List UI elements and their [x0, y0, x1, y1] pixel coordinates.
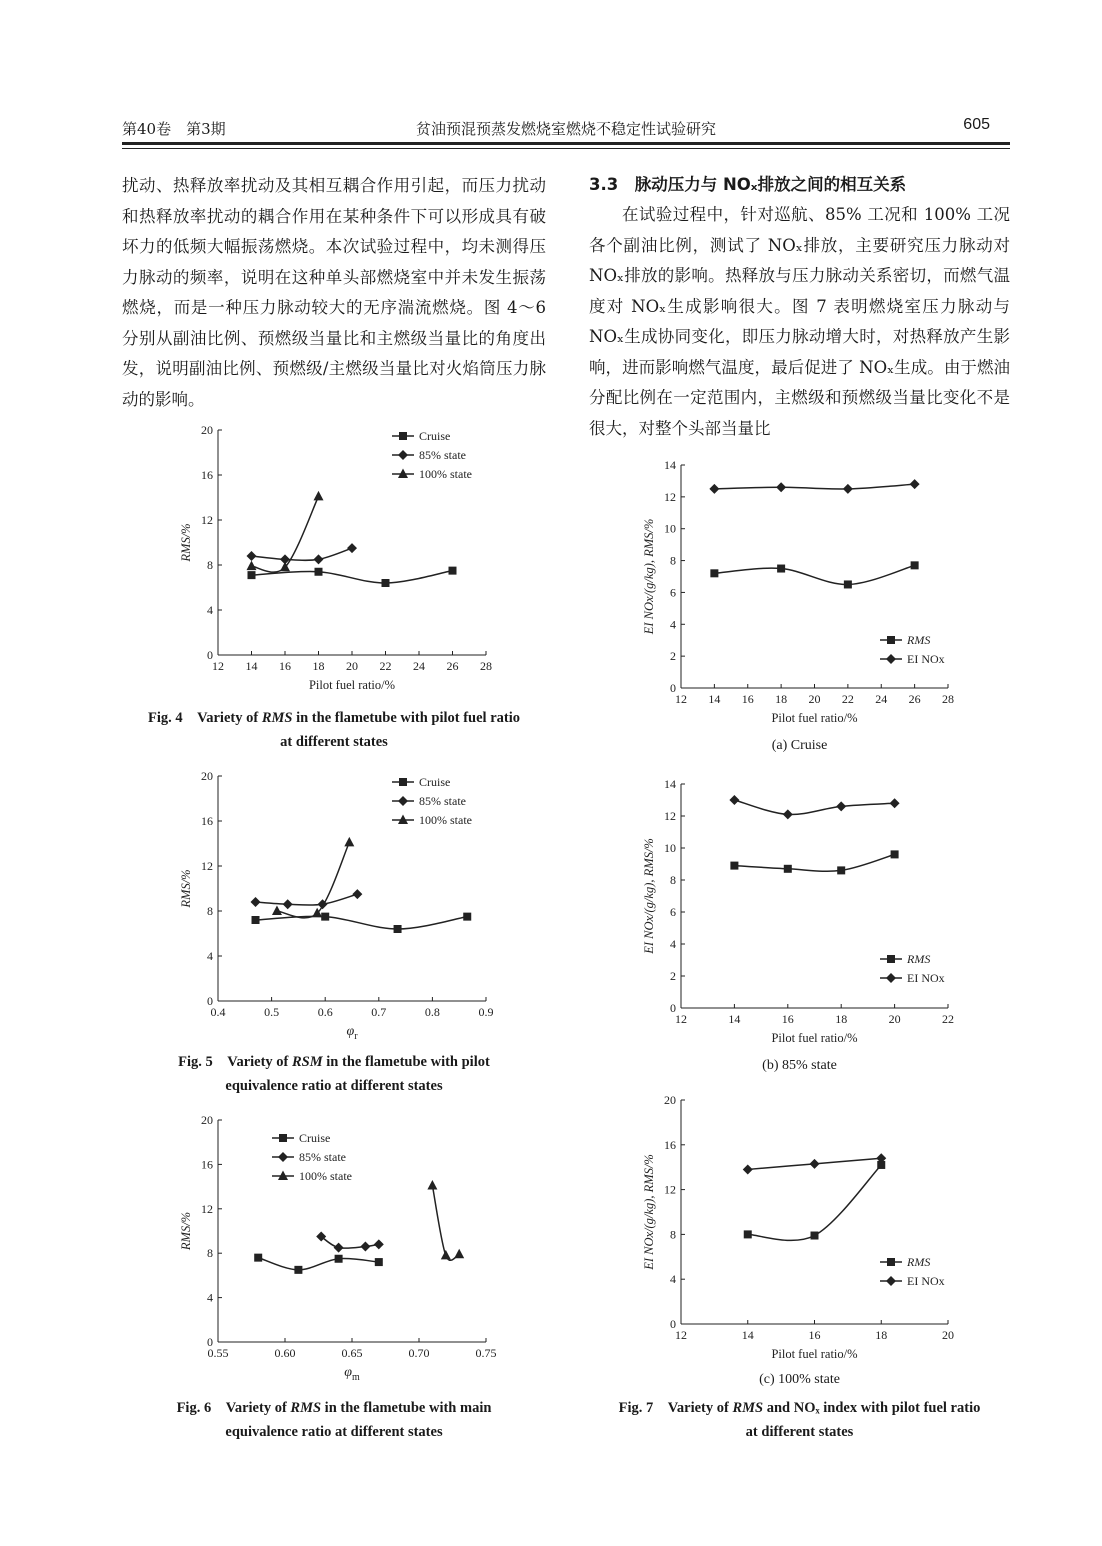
x-tick-label: 12 — [675, 1328, 687, 1342]
data-point-square — [279, 1134, 287, 1142]
y-axis-label: RMS/% — [179, 523, 193, 562]
caption-line: Fig. 6 Variety of RMS in the flametube with main — [176, 1400, 492, 1416]
caption-line: equivalence ratio at different states — [225, 1078, 443, 1094]
caption-line: at different states — [280, 734, 388, 750]
caption-line: equivalence ratio at different states — [225, 1424, 443, 1440]
caption-line: Fig. 7 Variety of RMS and NOₓ index with pilot fuel ratio — [618, 1400, 981, 1416]
data-point-square — [891, 850, 899, 858]
y-tick-label: 8 — [670, 553, 676, 568]
x-tick-label: 20 — [888, 1012, 901, 1026]
x-tick-label: 28 — [480, 659, 492, 673]
y-tick-label: 20 — [201, 769, 213, 783]
data-point-diamond — [810, 1159, 820, 1169]
running-title: 贫油预混预蒸发燃烧室燃烧不稳定性试验研究 — [415, 120, 716, 138]
data-point-diamond — [836, 801, 846, 811]
series-line-85-state — [256, 894, 358, 905]
data-point-diamond — [398, 450, 408, 460]
y-tick-label: 0 — [207, 648, 213, 662]
data-point-square — [294, 1266, 302, 1274]
data-point-diamond — [314, 554, 324, 564]
x-tick-label: 24 — [875, 692, 888, 706]
data-point-square — [463, 913, 471, 921]
y-tick-label: 4 — [207, 603, 213, 617]
series-line-cruise — [252, 571, 453, 583]
x-tick-label: 26 — [908, 692, 921, 706]
data-point-triangle — [454, 1249, 464, 1259]
y-tick-label: 20 — [201, 423, 213, 437]
subcaption-b: (b) 85% state — [762, 1058, 837, 1073]
data-point-triangle — [247, 561, 257, 571]
data-point-diamond — [334, 1243, 344, 1253]
series-line-ei-nox — [734, 800, 894, 815]
x-tick-label: 16 — [741, 692, 754, 706]
y-tick-label: 20 — [201, 1113, 213, 1127]
data-point-diamond — [776, 482, 786, 492]
y-tick-label: 8 — [670, 1227, 676, 1242]
x-tick-label: 18 — [775, 692, 788, 706]
legend-label: EI NOx — [907, 1274, 945, 1288]
running-header — [122, 114, 1010, 140]
data-point-square — [254, 1254, 262, 1262]
y-tick-label: 2 — [670, 649, 676, 664]
data-point-square — [744, 1230, 752, 1238]
x-tick-label: 0.60 — [274, 1346, 296, 1360]
data-point-triangle — [427, 1180, 437, 1190]
data-point-diamond — [347, 543, 357, 553]
x-tick-label: 14 — [708, 692, 721, 706]
legend-label: RMS — [907, 952, 931, 966]
legend-label: 100% state — [299, 1169, 352, 1183]
y-tick-label: 16 — [201, 814, 213, 828]
y-tick-label: 8 — [670, 873, 676, 887]
data-point-square — [784, 865, 792, 873]
figure-caption-fig5 — [122, 1050, 546, 1098]
data-point-diamond — [247, 551, 257, 561]
y-tick-label: 16 — [201, 468, 213, 482]
legend-label: 85% state — [419, 794, 466, 808]
y-tick-label: 4 — [670, 1272, 676, 1287]
data-point-square — [844, 580, 852, 588]
x-tick-label: 16 — [279, 659, 291, 673]
chart-fig7a — [628, 458, 968, 728]
figure-caption-fig4 — [122, 706, 546, 754]
data-point-triangle — [272, 906, 282, 916]
y-tick-label: 0 — [670, 681, 676, 695]
data-point-square — [777, 565, 785, 573]
y-axis-label: EI NOx/(g/kg), RMS/% — [642, 838, 656, 954]
data-point-diamond — [283, 899, 293, 909]
x-tick-label: 24 — [413, 659, 425, 673]
series-line-85-state — [252, 548, 353, 560]
x-tick-label: 12 — [675, 1012, 687, 1026]
data-point-square — [887, 955, 895, 963]
subcaption-c: (c) 100% state — [759, 1372, 840, 1387]
x-tick-label: 20 — [346, 659, 358, 673]
x-tick-label: 18 — [875, 1328, 888, 1342]
y-tick-label: 0 — [207, 1335, 213, 1349]
data-point-square — [315, 568, 323, 576]
y-tick-label: 6 — [670, 585, 676, 600]
legend-label: Cruise — [299, 1131, 331, 1145]
paragraph-text: 扰动、热释放率扰动及其相互耦合作用引起，而压力扰动和热释放率扰动的耦合作用在某种条件下可以形成具有破坏力的低频大幅振荡燃烧。本次试验过程中，均未测得压力脉动的频率，说明在这种单头部燃烧室中并未发生振荡燃烧，而是一种压力脉动较大的无序湍流燃烧。图 4～6 分别从副油比例、预燃级当量比和主燃级当量比的角度出发，说明副油比例、预燃级/主燃级当量比对火焰筒压力脉动的影响。 — [122, 176, 546, 409]
data-point-diamond — [886, 654, 896, 664]
y-tick-label: 6 — [670, 905, 676, 919]
legend-label: Cruise — [419, 775, 451, 789]
y-axis-label: EI NOx/(g/kg), RMS/% — [642, 1154, 656, 1270]
y-tick-label: 0 — [670, 1317, 676, 1331]
y-tick-label: 12 — [664, 809, 676, 823]
x-tick-label: 0.55 — [207, 1346, 229, 1360]
y-tick-label: 8 — [207, 558, 213, 572]
legend-label: RMS — [907, 1255, 931, 1269]
legend-label: RMS — [907, 633, 931, 647]
y-tick-label: 0 — [670, 1001, 676, 1015]
y-tick-label: 4 — [207, 1290, 213, 1305]
x-tick-label: 28 — [942, 692, 954, 706]
data-point-square — [811, 1232, 819, 1240]
x-tick-label: 12 — [212, 659, 224, 673]
caption-line: Fig. 4 Variety of RMS in the flametube with pilot fuel ratio — [147, 710, 521, 726]
x-axis-label: Pilot fuel ratio/% — [771, 1031, 858, 1045]
figure-caption-fig6 — [122, 1396, 546, 1444]
data-point-square — [248, 571, 256, 579]
data-point-square — [911, 561, 919, 569]
data-point-diamond — [278, 1152, 288, 1162]
y-tick-label: 12 — [201, 1201, 213, 1216]
x-tick-label: 0.5 — [264, 1005, 280, 1019]
y-tick-label: 8 — [207, 1246, 213, 1261]
x-tick-label: 14 — [741, 1328, 754, 1342]
chart-fig6 — [160, 1112, 520, 1392]
legend-label: 85% state — [299, 1150, 346, 1164]
data-point-square — [252, 916, 260, 924]
y-tick-label: 4 — [670, 937, 676, 951]
x-axis-label: $\varphi_r$ — [346, 1024, 358, 1042]
data-point-triangle — [344, 837, 354, 847]
data-point-square — [399, 778, 407, 786]
data-point-square — [321, 913, 329, 921]
series-line-cruise — [258, 1258, 379, 1270]
y-tick-label: 10 — [664, 841, 676, 855]
data-point-square — [887, 1258, 895, 1266]
journal-volume: 第40卷 第3期 — [122, 120, 226, 138]
data-point-diamond — [709, 484, 719, 494]
chart-fig7c — [628, 1090, 968, 1365]
data-point-diamond — [886, 1276, 896, 1286]
data-point-square — [382, 579, 390, 587]
data-point-diamond — [910, 479, 920, 489]
data-point-square — [730, 862, 738, 870]
x-tick-label: 12 — [675, 692, 687, 706]
section-heading: 3.3 脉动压力与 NOₓ排放之间的相互关系 — [589, 175, 907, 194]
series-line-rms — [748, 1165, 882, 1240]
data-point-diamond — [398, 796, 408, 806]
data-point-diamond — [374, 1239, 384, 1249]
x-tick-label: 0.4 — [210, 1005, 226, 1019]
data-point-triangle — [441, 1250, 451, 1260]
y-tick-label: 12 — [201, 859, 213, 873]
data-point-diamond — [890, 798, 900, 808]
y-tick-label: 16 — [664, 1137, 676, 1152]
x-tick-label: 18 — [835, 1012, 848, 1026]
data-point-diamond — [352, 889, 362, 899]
y-tick-label: 8 — [207, 904, 213, 918]
x-tick-label: 0.65 — [341, 1346, 363, 1360]
x-tick-label: 22 — [379, 659, 392, 673]
left-column-paragraph — [122, 171, 546, 415]
y-tick-label: 0 — [207, 994, 213, 1008]
data-point-square — [335, 1255, 343, 1263]
caption-line: at different states — [745, 1424, 854, 1440]
y-tick-label: 12 — [664, 489, 676, 504]
y-tick-label: 16 — [201, 1157, 213, 1172]
x-tick-label: 22 — [841, 692, 854, 706]
data-point-triangle — [314, 491, 324, 501]
legend-label: 85% state — [419, 448, 466, 462]
x-tick-label: 0.8 — [424, 1005, 440, 1019]
y-tick-label: 4 — [207, 949, 213, 963]
series-line-cruise — [256, 916, 468, 929]
y-axis-label: RMS/% — [179, 869, 193, 908]
x-axis-label: Pilot fuel ratio/% — [771, 711, 858, 725]
y-axis-label: RMS/% — [179, 1211, 193, 1251]
y-tick-label: 12 — [664, 1182, 676, 1197]
y-tick-label: 20 — [664, 1093, 676, 1107]
paragraph-text: 在试验过程中，针对巡航、85% 工况和 100% 工况各个副油比例，测试了 NOₓ排放，主要研究压力脉动对 NOₓ排放的影响。热释放与压力脉动关系密切，而燃气温度对 NOₓ生成影响很大。图 7 表明燃烧室压力脉动与 NOₓ生成协同变化，即压力脉动增大时，对热释放产生影响，进而影响燃气温度，最后促进了 NOₓ生成。由于燃油分配比例在一定范围内，主燃级和预燃级当量比变化不是很大，对整个头部当量比 — [589, 205, 1010, 438]
chart-fig4 — [160, 422, 520, 702]
data-point-square — [837, 866, 845, 874]
data-point-diamond — [843, 484, 853, 494]
data-point-diamond — [360, 1242, 370, 1252]
data-point-square — [375, 1258, 383, 1266]
legend-label: 100% state — [419, 467, 472, 481]
x-tick-label: 18 — [312, 659, 325, 673]
data-point-square — [887, 636, 895, 644]
page-number: 605 — [963, 116, 990, 133]
data-point-diamond — [743, 1164, 753, 1174]
series-line-ei-nox — [714, 484, 914, 489]
chart-fig7b — [628, 774, 968, 1049]
legend-label: EI NOx — [907, 652, 945, 666]
x-tick-label: 0.70 — [408, 1346, 430, 1360]
header-rule-thin — [122, 148, 1010, 149]
caption-line: Fig. 5 Variety of RSM in the flametube with pilot — [178, 1054, 490, 1070]
legend-label: Cruise — [419, 429, 451, 443]
right-column-paragraph — [589, 200, 1010, 444]
series-line-100-state — [432, 1185, 459, 1260]
legend-label: EI NOx — [907, 971, 945, 985]
figure-caption-fig7 — [589, 1396, 1010, 1444]
subcaption-a: (a) Cruise — [771, 738, 828, 753]
y-tick-label: 14 — [664, 458, 676, 472]
chart-fig5 — [160, 768, 520, 1048]
data-point-square — [710, 569, 718, 577]
x-tick-label: 14 — [728, 1012, 741, 1026]
data-point-square — [394, 925, 402, 933]
x-tick-label: 16 — [808, 1328, 821, 1342]
x-axis-label: Pilot fuel ratio/% — [771, 1347, 858, 1361]
x-tick-label: 0.6 — [317, 1005, 333, 1019]
y-tick-label: 4 — [670, 617, 676, 632]
y-axis-label: EI NOx/(g/kg), RMS/% — [642, 518, 656, 635]
data-point-diamond — [783, 809, 793, 819]
data-point-square — [449, 567, 457, 575]
x-tick-label: 22 — [942, 1012, 954, 1026]
x-tick-label: 0.75 — [475, 1346, 497, 1360]
series-line-rms — [734, 854, 894, 871]
header-rule-thick — [122, 142, 1010, 145]
series-line-rms — [714, 565, 914, 584]
x-axis-label: Pilot fuel ratio/% — [308, 678, 396, 692]
y-tick-label: 12 — [201, 513, 213, 527]
data-point-square — [399, 432, 407, 440]
x-tick-label: 16 — [781, 1012, 794, 1026]
data-point-diamond — [886, 973, 896, 983]
x-tick-label: 0.7 — [371, 1005, 387, 1019]
x-tick-label: 0.9 — [478, 1005, 494, 1019]
legend-label: 100% state — [419, 813, 472, 827]
y-tick-label: 10 — [664, 521, 676, 536]
data-point-diamond — [729, 795, 739, 805]
x-tick-label: 26 — [446, 659, 459, 673]
y-tick-label: 14 — [664, 777, 676, 791]
x-tick-label: 14 — [245, 659, 258, 673]
y-tick-label: 2 — [670, 969, 676, 983]
x-tick-label: 20 — [942, 1328, 954, 1342]
x-axis-label: $\varphi_m$ — [344, 1365, 360, 1383]
x-tick-label: 20 — [808, 692, 821, 706]
data-point-diamond — [251, 897, 261, 907]
